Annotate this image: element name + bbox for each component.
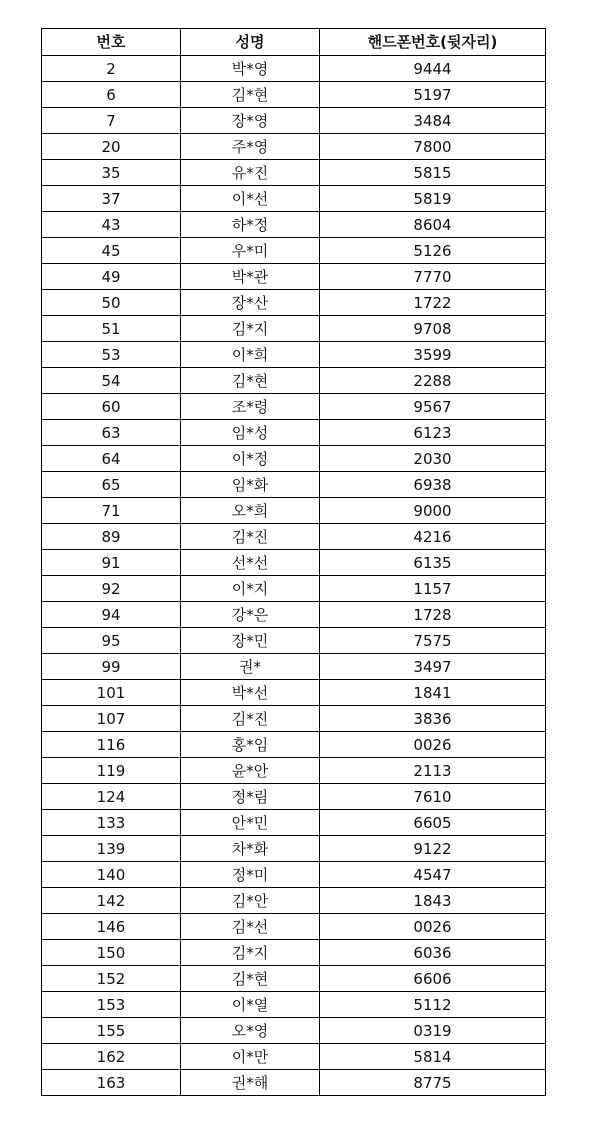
table-row (42, 56, 546, 82)
cell-number: 150 (42, 940, 181, 966)
cell-phone: 9567 (320, 394, 546, 420)
cell-phone: 8775 (320, 1070, 546, 1096)
table-row (42, 82, 546, 108)
table-row (42, 264, 546, 290)
cell-phone: 1157 (320, 576, 546, 602)
cell-name: 안*민 (181, 810, 320, 836)
cell-name: 차*화 (181, 836, 320, 862)
header-phone-last-digits: 핸드폰번호(뒷자리) (320, 29, 546, 56)
cell-phone: 9000 (320, 498, 546, 524)
cell-name: 홍*임 (181, 732, 320, 758)
table-row (42, 758, 546, 784)
table-row (42, 290, 546, 316)
cell-name: 장*영 (181, 108, 320, 134)
table-row (42, 212, 546, 238)
cell-phone: 6123 (320, 420, 546, 446)
cell-number: 2 (42, 56, 181, 82)
table-row (42, 888, 546, 914)
cell-phone: 5814 (320, 1044, 546, 1070)
cell-phone: 2288 (320, 368, 546, 394)
table-row (42, 524, 546, 550)
table-row (42, 914, 546, 940)
cell-name: 박*선 (181, 680, 320, 706)
cell-name: 박*영 (181, 56, 320, 82)
cell-number: 91 (42, 550, 181, 576)
cell-phone: 9708 (320, 316, 546, 342)
cell-number: 155 (42, 1018, 181, 1044)
cell-phone: 5112 (320, 992, 546, 1018)
cell-name: 김*선 (181, 914, 320, 940)
cell-name: 오*희 (181, 498, 320, 524)
cell-phone: 1841 (320, 680, 546, 706)
cell-phone: 5819 (320, 186, 546, 212)
table-row (42, 966, 546, 992)
cell-phone: 7800 (320, 134, 546, 160)
cell-name: 임*성 (181, 420, 320, 446)
cell-name: 정*미 (181, 862, 320, 888)
table-row (42, 108, 546, 134)
cell-phone: 6135 (320, 550, 546, 576)
cell-number: 162 (42, 1044, 181, 1070)
cell-name: 권* (181, 654, 320, 680)
cell-phone: 2030 (320, 446, 546, 472)
table-row (42, 732, 546, 758)
cell-phone: 5815 (320, 160, 546, 186)
cell-number: 64 (42, 446, 181, 472)
cell-name: 유*진 (181, 160, 320, 186)
cell-number: 89 (42, 524, 181, 550)
cell-phone: 7575 (320, 628, 546, 654)
winner-table (41, 28, 546, 1096)
table-row (42, 654, 546, 680)
cell-number: 152 (42, 966, 181, 992)
cell-phone: 6605 (320, 810, 546, 836)
cell-number: 94 (42, 602, 181, 628)
cell-number: 50 (42, 290, 181, 316)
cell-number: 146 (42, 914, 181, 940)
cell-name: 장*산 (181, 290, 320, 316)
cell-number: 51 (42, 316, 181, 342)
cell-name: 하*정 (181, 212, 320, 238)
table-body (42, 56, 546, 1096)
cell-phone: 2113 (320, 758, 546, 784)
cell-phone: 5197 (320, 82, 546, 108)
cell-number: 99 (42, 654, 181, 680)
cell-number: 45 (42, 238, 181, 264)
table-row (42, 992, 546, 1018)
table-row (42, 862, 546, 888)
table-row (42, 186, 546, 212)
table-row (42, 368, 546, 394)
table-row (42, 810, 546, 836)
table-row (42, 472, 546, 498)
cell-name: 김*현 (181, 82, 320, 108)
table-row (42, 940, 546, 966)
cell-name: 김*진 (181, 706, 320, 732)
cell-name: 김*현 (181, 368, 320, 394)
cell-phone: 8604 (320, 212, 546, 238)
cell-name: 이*선 (181, 186, 320, 212)
cell-number: 142 (42, 888, 181, 914)
cell-name: 김*지 (181, 940, 320, 966)
cell-number: 95 (42, 628, 181, 654)
cell-name: 김*진 (181, 524, 320, 550)
cell-number: 140 (42, 862, 181, 888)
cell-name: 윤*안 (181, 758, 320, 784)
cell-name: 김*현 (181, 966, 320, 992)
winner-list-sheet (41, 28, 545, 1096)
cell-number: 92 (42, 576, 181, 602)
cell-name: 우*미 (181, 238, 320, 264)
cell-number: 20 (42, 134, 181, 160)
cell-number: 43 (42, 212, 181, 238)
cell-phone: 0319 (320, 1018, 546, 1044)
cell-phone: 1843 (320, 888, 546, 914)
cell-number: 65 (42, 472, 181, 498)
cell-number: 54 (42, 368, 181, 394)
cell-phone: 7770 (320, 264, 546, 290)
cell-phone: 0026 (320, 732, 546, 758)
cell-name: 박*관 (181, 264, 320, 290)
cell-number: 6 (42, 82, 181, 108)
cell-number: 163 (42, 1070, 181, 1096)
table-row (42, 446, 546, 472)
table-row (42, 160, 546, 186)
cell-name: 이*희 (181, 342, 320, 368)
cell-phone: 9122 (320, 836, 546, 862)
table-row (42, 550, 546, 576)
table-row (42, 706, 546, 732)
header-name: 성명 (181, 29, 320, 56)
cell-phone: 9444 (320, 56, 546, 82)
cell-name: 이*열 (181, 992, 320, 1018)
table-row (42, 342, 546, 368)
table-row (42, 836, 546, 862)
cell-name: 권*해 (181, 1070, 320, 1096)
header-number: 번호 (42, 29, 181, 56)
table-row (42, 1018, 546, 1044)
cell-name: 정*림 (181, 784, 320, 810)
table-row (42, 238, 546, 264)
table-row (42, 628, 546, 654)
table-row (42, 576, 546, 602)
cell-phone: 6938 (320, 472, 546, 498)
cell-name: 김*지 (181, 316, 320, 342)
cell-number: 116 (42, 732, 181, 758)
cell-name: 조*령 (181, 394, 320, 420)
cell-phone: 6606 (320, 966, 546, 992)
table-row (42, 602, 546, 628)
cell-phone: 3497 (320, 654, 546, 680)
table-row (42, 394, 546, 420)
cell-number: 101 (42, 680, 181, 706)
cell-phone: 7610 (320, 784, 546, 810)
table-row (42, 498, 546, 524)
table-row (42, 420, 546, 446)
cell-name: 강*은 (181, 602, 320, 628)
cell-phone: 1728 (320, 602, 546, 628)
cell-number: 124 (42, 784, 181, 810)
cell-number: 153 (42, 992, 181, 1018)
cell-name: 이*지 (181, 576, 320, 602)
cell-name: 이*만 (181, 1044, 320, 1070)
cell-number: 71 (42, 498, 181, 524)
cell-number: 63 (42, 420, 181, 446)
table-row (42, 316, 546, 342)
cell-number: 60 (42, 394, 181, 420)
cell-name: 선*선 (181, 550, 320, 576)
cell-name: 임*화 (181, 472, 320, 498)
cell-phone: 3836 (320, 706, 546, 732)
cell-number: 139 (42, 836, 181, 862)
cell-name: 오*영 (181, 1018, 320, 1044)
cell-phone: 3484 (320, 108, 546, 134)
cell-name: 장*민 (181, 628, 320, 654)
cell-number: 107 (42, 706, 181, 732)
table-row (42, 1044, 546, 1070)
cell-number: 119 (42, 758, 181, 784)
cell-number: 35 (42, 160, 181, 186)
table-row (42, 1070, 546, 1096)
cell-phone: 6036 (320, 940, 546, 966)
cell-phone: 4547 (320, 862, 546, 888)
table-row (42, 784, 546, 810)
table-row (42, 680, 546, 706)
cell-phone: 4216 (320, 524, 546, 550)
cell-number: 133 (42, 810, 181, 836)
cell-phone: 3599 (320, 342, 546, 368)
cell-name: 이*정 (181, 446, 320, 472)
cell-phone: 5126 (320, 238, 546, 264)
cell-number: 7 (42, 108, 181, 134)
cell-name: 주*영 (181, 134, 320, 160)
cell-phone: 1722 (320, 290, 546, 316)
table-header-row (42, 29, 546, 56)
table-row (42, 134, 546, 160)
cell-number: 37 (42, 186, 181, 212)
cell-phone: 0026 (320, 914, 546, 940)
cell-name: 김*안 (181, 888, 320, 914)
cell-number: 53 (42, 342, 181, 368)
cell-number: 49 (42, 264, 181, 290)
